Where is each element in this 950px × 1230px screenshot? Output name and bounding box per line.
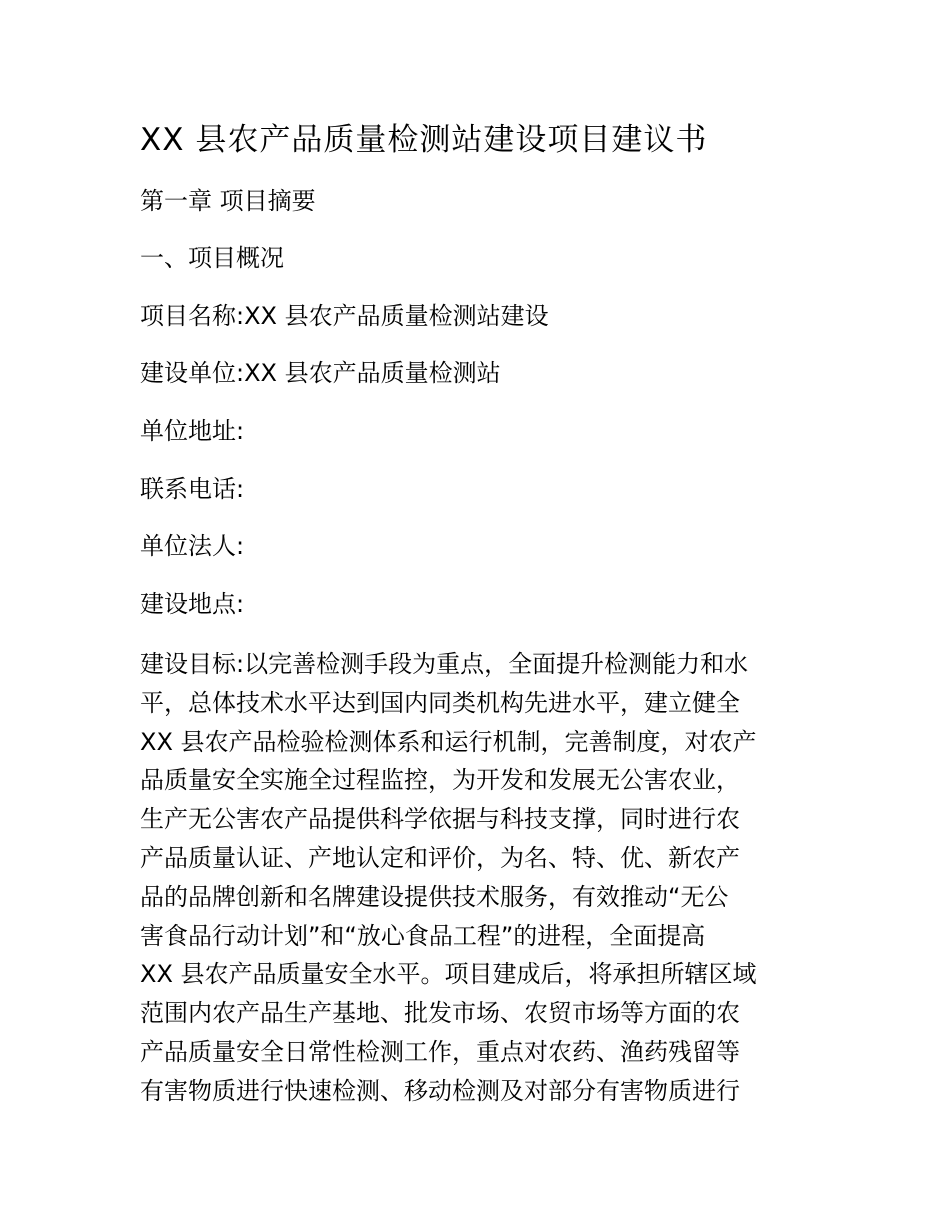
field-unit-address: 单位地址: — [140, 417, 245, 445]
paragraph-line: 品质量安全实施全过程监控，为开发和发展无公害农业， — [140, 766, 740, 795]
chapter-heading: 第一章 项目摘要 — [140, 187, 316, 215]
construction-goal-paragraph — [140, 645, 820, 1111]
paragraph-line: 品的品牌创新和名牌建设提供技术服务，有效推动“无公 — [140, 882, 729, 911]
document-title: XX 县农产品质量检测站建设项目建议书 — [140, 122, 708, 158]
section-heading: 一、项目概况 — [140, 244, 284, 272]
paragraph-line: 有害物质进行快速检测、移动检测及对部分有害物质进行 — [140, 1076, 740, 1105]
field-legal-person: 单位法人: — [140, 532, 245, 560]
paragraph-line: 产品质量安全日常性检测工作，重点对农药、渔药残留等 — [140, 1037, 740, 1066]
paragraph-line: XX 县农产品检验检测体系和运行机制，完善制度，对农产 — [140, 727, 757, 756]
field-project-name: 项目名称:XX 县农产品质量检测站建设 — [140, 302, 549, 330]
field-construction-unit: 建设单位:XX 县农产品质量检测站 — [140, 359, 501, 387]
paragraph-line: 产品质量认证、产地认定和评价，为名、特、优、新农产 — [140, 843, 740, 872]
paragraph-line: XX 县农产品质量安全水平。项目建成后，将承担所辖区域 — [140, 960, 757, 989]
paragraph-line: 范围内农产品生产基地、批发市场、农贸市场等方面的农 — [140, 999, 740, 1028]
paragraph-line: 建设目标:以完善检测手段为重点，全面提升检测能力和水 — [140, 650, 749, 678]
paragraph-line: 害食品行动计划”和“放心食品工程”的进程，全面提高 — [140, 921, 706, 950]
paragraph-line: 平，总体技术水平达到国内同类机构先进水平，建立健全 — [140, 688, 740, 717]
paragraph-line: 生产无公害农产品提供科学依据与科技支撑，同时进行农 — [140, 805, 740, 834]
field-contact-phone: 联系电话: — [140, 475, 245, 503]
field-construction-site: 建设地点: — [140, 590, 245, 618]
